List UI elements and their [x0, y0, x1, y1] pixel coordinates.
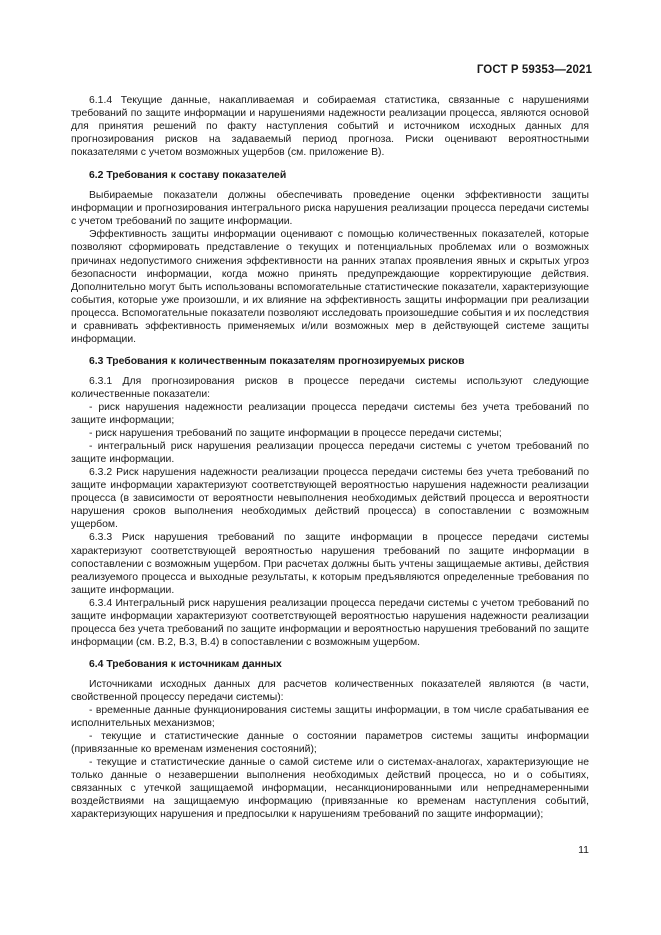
list-item: - временные данные функционирования системы защиты информации, в том числе срабатывания ее исполнительных механизмов; — [71, 705, 589, 730]
list-item: - текущие и статистические данные о состоянии параметров системы защиты информации (привязанные ко временам изменения состояний); — [71, 731, 589, 756]
section-heading-6-3: 6.3 Требования к количественным показателям прогнозируемых рисков — [89, 355, 465, 367]
list-item: - риск нарушения надежности реализации процесса передачи системы без учета требований по защите информации; — [71, 401, 589, 427]
paragraph: Выбираемые показатели должны обеспечивать проведение оценки эффективности защиты информации и прогнозирования интегрального риска нарушения реализации процесса передачи системы с учетом требований по защите информации. — [71, 190, 589, 228]
list-item: - риск нарушения требований по защите информации в процессе передачи системы; — [89, 428, 502, 440]
paragraph-6-1-4: 6.1.4 Текущие данные, накапливаемая и собираемая статистика, связанные с нарушениями требований по защите информации и нарушениями надежности реализации процесса, являются основой для принятия решений по факту наступления событий и источником исходных данных для прогнозирования рисков на задаваемый период прогноза. Риски оценивают вероятностными показателями с учетом возможных ущербов (см. приложение В). — [71, 95, 589, 159]
paragraph-6-3-2: 6.3.2 Риск нарушения надежности реализации процесса передачи системы без учета требований по защите информации характеризуют соответствующей вероятностью нарушения надежности реализации процесса (в зависимости от вероятности невыполнения необходимых действий процесса и вероятности нарушения сроков выполнения необходимых действий процесса) в сопоставлении с возможным ущербом. — [71, 467, 589, 531]
standard-code: ГОСТ Р 59353—2021 — [476, 64, 592, 76]
section-heading-6-2: 6.2 Требования к составу показателей — [89, 170, 287, 182]
paragraph-6-3-4: 6.3.4 Интегральный риск нарушения реализации процесса передачи системы с учетом требований по защите информации характеризуют соответствующей вероятностью нарушения надежности реализации процесса без учета требований по защите информации и вероятностью нарушения требований по защите информации (см. В.2, В.3, В.4) в сопоставлении с возможным ущербом. — [71, 597, 589, 648]
paragraph: Источниками исходных данных для расчетов количественных показателей являются (в части, свойственной процессу передачи системы): — [71, 678, 589, 703]
section-heading-6-4: 6.4 Требования к источникам данных — [89, 658, 282, 670]
list-item: - интегральный риск нарушения реализации процесса передачи системы с учетом требований по защите информации. — [71, 441, 589, 466]
paragraph: Эффективность защиты информации оценивают с помощью количественных показателей, которые позволяют сформировать представление о текущих и потенциальных проблемах или о возможных причинах недопустимого снижения эффективности на ранних этапах проявления явных и скрытых угроз безопасности информации, когда можно принять предупреждающие корректирующие действия. Дополнительно могут быть использованы вспомогательные статистические показатели, характеризующие события, которые уже произошли, и их влияние на эффективность защиты информации при реализации процесса. Вспомогательные показатели позволяют исследовать произошедшие события и их последствия и сравнивать эффективность применяемых и/или возможных мер в действующей системе защиты информации. — [71, 229, 589, 345]
page-content — [71, 94, 589, 821]
list-item: - текущие и статистические данные о самой системе или о системах-аналогах, характеризующие не только данные о незавершении выполнения необходимых действий процесса, но и о событиях, связанных с утечкой защищаемой информации, несанкционированными или непреднамеренными воздействиями на защищаемую информацию (привязанные ко временам наступления событий, характеризующих нарушения и предпосылки к нарушениям требований по защите информации); — [71, 757, 589, 821]
paragraph-6-3-3: 6.3.3 Риск нарушения требований по защите информации в процессе передачи системы характеризуют соответствующей вероятностью нарушения требований по защите информации в сопоставлении с возможным ущербом. При расчетах должны быть учтены защищаемые активы, действия реализуемого процесса и выходные результаты, к которым предъявляются определенные требования по защите информации. — [71, 532, 589, 596]
paragraph-6-3-1: 6.3.1 Для прогнозирования рисков в процессе передачи системы используют следующие количественные показатели: — [71, 375, 589, 400]
page-number: 11 — [578, 844, 589, 856]
